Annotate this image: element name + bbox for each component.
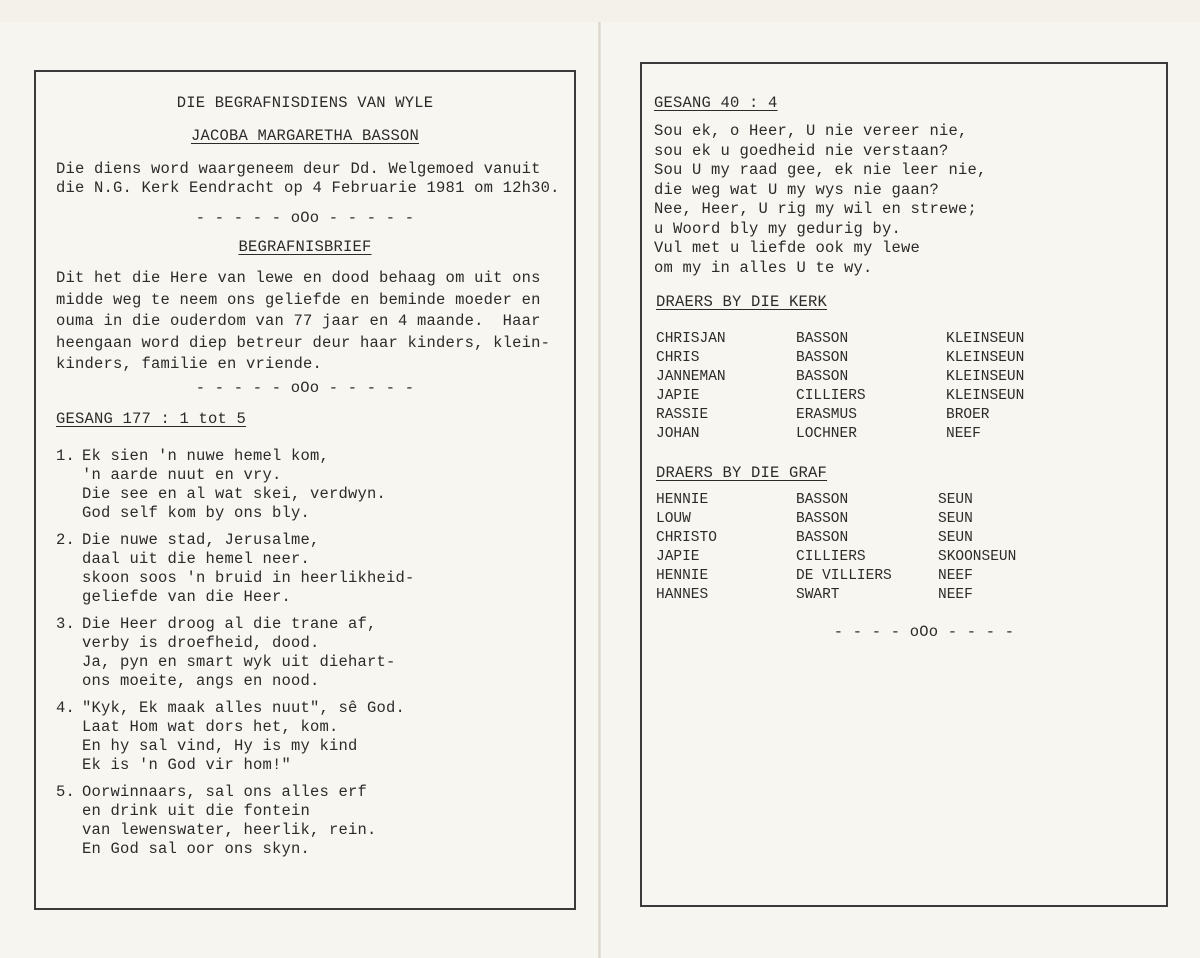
table-cell: CHRISJAN <box>656 331 726 347</box>
service-title: DIE BEGRAFNISDIENS VAN WYLE <box>176 94 434 112</box>
table-cell: KLEINSEUN <box>946 350 1025 366</box>
table-cell: JAPIE <box>656 549 700 565</box>
table-cell: NEEF <box>938 587 973 603</box>
table-cell: JOHAN <box>656 426 700 442</box>
verse-number: 4. <box>56 699 76 717</box>
table-cell: JANNEMAN <box>656 369 726 385</box>
page-fold <box>598 22 601 958</box>
table-cell: LOCHNER <box>796 426 857 442</box>
verse-line: Oorwinnaars, sal ons alles erf <box>82 783 368 801</box>
table-cell: NEEF <box>946 426 981 442</box>
verse-line: Die nuwe stad, Jerusalme, <box>82 531 320 549</box>
verse-line: skoon soos 'n bruid in heerlikheid- <box>82 569 415 587</box>
table-cell: RASSIE <box>656 407 709 423</box>
table-cell: SKOONSEUN <box>938 549 1017 565</box>
table-cell: BASSON <box>796 331 849 347</box>
letter-line: Dit het die Here van lewe en dood behaag om uit ons <box>56 269 541 287</box>
table-cell: BASSON <box>796 369 849 385</box>
verse-number: 5. <box>56 783 76 801</box>
hymn-line: Nee, Heer, U rig my wil en strewe; <box>654 200 978 218</box>
verse-line: Ja, pyn en smart wyk uit diehart- <box>82 653 396 671</box>
table-cell: SWART <box>796 587 840 603</box>
verse-line: En God sal oor ons skyn. <box>82 840 311 858</box>
hymn-line: sou ek u goedheid nie verstaan? <box>654 141 949 160</box>
verse-line: God self kom by ons bly. <box>82 504 311 522</box>
table-cell: ERASMUS <box>796 407 857 423</box>
hymn-heading: GESANG 40 : 4 <box>654 94 778 112</box>
letter-line: midde weg te neem ons geliefde en beminde moeder en <box>56 290 541 309</box>
table-cell: CHRIS <box>656 350 700 366</box>
letter-line: ouma in die ouderdom van 77 jaar en 4 maande. Haar <box>56 312 541 330</box>
right-page <box>640 62 1168 907</box>
verse-line: Ek is 'n God vir hom!" <box>82 756 292 774</box>
verse-line: en drink uit die fontein <box>82 802 311 820</box>
table-cell: CHRISTO <box>656 530 717 546</box>
table-cell: HENNIE <box>656 492 709 508</box>
verse-line: 'n aarde nuut en vry. <box>82 466 282 484</box>
table-cell: BROER <box>946 407 990 423</box>
table-cell: CILLIERS <box>796 388 866 404</box>
verse-line: En hy sal vind, Hy is my kind <box>82 737 358 755</box>
verse-line: Laat Hom wat dors het, kom. <box>82 718 339 736</box>
verse-number: 2. <box>56 531 76 549</box>
table-cell: DE VILLIERS <box>796 568 892 584</box>
table-cell: JAPIE <box>656 388 700 404</box>
table-cell: BASSON <box>796 492 849 508</box>
table-cell: HENNIE <box>656 568 709 584</box>
table-cell: HANNES <box>656 587 709 603</box>
verse-number: 3. <box>56 615 76 633</box>
letter-heading: BEGRAFNISBRIEF <box>238 238 372 256</box>
separator: - - - - - oOo - - - - - <box>195 379 415 397</box>
verse-line: Ek sien 'n nuwe hemel kom, <box>82 447 330 465</box>
verse-line: van lewenswater, heerlik, rein. <box>82 821 377 839</box>
table-cell: KLEINSEUN <box>946 388 1025 404</box>
table-cell: LOUW <box>656 511 691 527</box>
verse-line: "Kyk, Ek maak alles nuut", sê God. <box>82 699 406 717</box>
hymn-line: die weg wat U my wys nie gaan? <box>654 180 940 199</box>
table-cell: SEUN <box>938 492 973 508</box>
table-cell: SEUN <box>938 530 973 546</box>
letter-line: heengaan word diep betreur deur haar kinders, klein- <box>56 333 551 352</box>
table-cell: BASSON <box>796 350 849 366</box>
hymn-line: Vul met u liefde ook my lewe <box>654 239 921 257</box>
table-cell: CILLIERS <box>796 549 866 565</box>
left-page <box>34 70 576 910</box>
grave-bearers-heading: DRAERS BY DIE GRAF <box>656 464 828 482</box>
table-cell: BASSON <box>796 511 849 527</box>
table-cell: BASSON <box>796 530 849 546</box>
hymn-line: u Woord bly my gedurig by. <box>654 219 902 238</box>
table-cell: NEEF <box>938 568 973 584</box>
verse-line: verby is droefheid, dood. <box>82 634 320 652</box>
verse-line: Die Heer droog al die trane af, <box>82 615 377 633</box>
hymn-line: om my in alles U te wy. <box>654 258 873 277</box>
separator: - - - - oOo - - - - <box>833 623 1015 641</box>
verse-line: geliefde van die Heer. <box>82 588 292 606</box>
hymn-line: Sou U my raad gee, ek nie leer nie, <box>654 161 987 179</box>
deceased-name: JACOBA MARGARETHA BASSON <box>190 127 420 145</box>
hymn-line: Sou ek, o Heer, U nie vereer nie, <box>654 122 968 140</box>
separator: - - - - - oOo - - - - - <box>195 209 415 227</box>
letter-line: kinders, familie en vriende. <box>56 355 323 373</box>
table-cell: KLEINSEUN <box>946 331 1025 347</box>
verse-number: 1. <box>56 447 76 465</box>
hymn-heading: GESANG 177 : 1 tot 5 <box>56 410 247 428</box>
verse-line: Die see en al wat skei, verdwyn. <box>82 485 387 503</box>
verse-line: daal uit die hemel neer. <box>82 550 311 568</box>
service-line-1: Die diens word waargeneem deur Dd. Welgemoed vanuit <box>56 160 541 178</box>
verse-line: ons moeite, angs en nood. <box>82 672 320 690</box>
church-bearers-heading: DRAERS BY DIE KERK <box>656 293 828 311</box>
table-cell: KLEINSEUN <box>946 369 1025 385</box>
service-line-2: die N.G. Kerk Eendracht op 4 Februarie 1981 om 12h30. <box>56 179 560 197</box>
table-cell: SEUN <box>938 511 973 527</box>
